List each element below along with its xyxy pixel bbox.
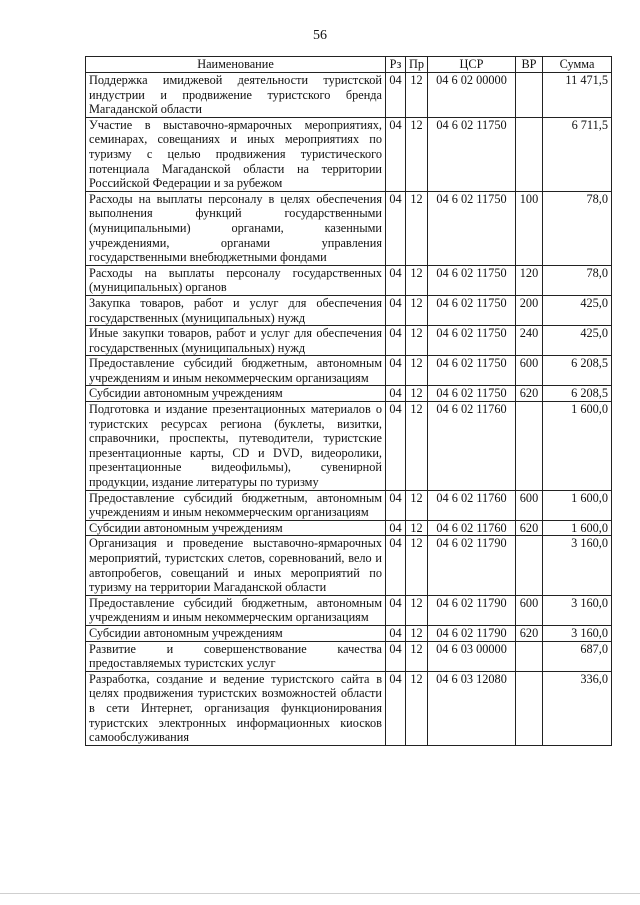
cell-vr: 620	[516, 386, 543, 402]
cell-name: Субсидии автономным учреждениям	[86, 625, 386, 641]
table-row	[86, 265, 612, 295]
cell-vr: 620	[516, 520, 543, 536]
cell-csr: 04 6 02 11750	[428, 356, 516, 386]
cell-vr	[516, 117, 543, 191]
table-row	[86, 402, 612, 491]
cell-sum: 336,0	[543, 671, 612, 745]
table-row	[86, 671, 612, 745]
cell-rz: 04	[386, 520, 406, 536]
cell-pr: 12	[406, 671, 428, 745]
cell-sum: 3 160,0	[543, 625, 612, 641]
cell-csr: 04 6 03 12080	[428, 671, 516, 745]
cell-sum: 1 600,0	[543, 520, 612, 536]
cell-name: Предоставление субсидий бюджетным, автономным учреждениям и иным некоммерческим организациям	[86, 595, 386, 625]
cell-name: Подготовка и издание презентационных материалов о туристских ресурсах региона (буклеты, визитки, справочники, проспекты, путеводители, туристские презентационные карты, CD и DVD, видеоролики, презентационные видеофильмы), сувенирной продукции, издание литературы по туризму	[86, 402, 386, 491]
cell-sum: 6 208,5	[543, 386, 612, 402]
cell-vr: 200	[516, 295, 543, 325]
cell-rz: 04	[386, 117, 406, 191]
cell-rz: 04	[386, 671, 406, 745]
cell-csr: 04 6 02 11760	[428, 520, 516, 536]
cell-pr: 12	[406, 386, 428, 402]
cell-csr: 04 6 02 11760	[428, 402, 516, 491]
cell-rz: 04	[386, 73, 406, 118]
cell-rz: 04	[386, 625, 406, 641]
cell-vr	[516, 671, 543, 745]
budget-table	[85, 56, 612, 746]
table-row	[86, 536, 612, 595]
table-row	[86, 117, 612, 191]
cell-vr	[516, 402, 543, 491]
table-row	[86, 386, 612, 402]
table-row	[86, 595, 612, 625]
cell-vr	[516, 73, 543, 118]
cell-sum: 1 600,0	[543, 490, 612, 520]
cell-sum: 78,0	[543, 265, 612, 295]
cell-sum: 425,0	[543, 326, 612, 356]
cell-vr: 600	[516, 490, 543, 520]
page-number: 56	[313, 28, 327, 43]
cell-name: Участие в выставочно-ярмарочных мероприятиях, семинарах, совещаниях и иных мероприятиях по туризму с целью продвижения туристического потенциала Магаданской области на территории Российской Федерации и за рубежом	[86, 117, 386, 191]
table-row	[86, 356, 612, 386]
cell-pr: 12	[406, 265, 428, 295]
header-sum: Сумма	[543, 57, 612, 73]
header-pr: Пр	[406, 57, 428, 73]
cell-sum: 3 160,0	[543, 536, 612, 595]
cell-rz: 04	[386, 595, 406, 625]
cell-sum: 1 600,0	[543, 402, 612, 491]
cell-name: Иные закупки товаров, работ и услуг для обеспечения государственных (муниципальных) нужд	[86, 326, 386, 356]
cell-pr: 12	[406, 326, 428, 356]
cell-rz: 04	[386, 386, 406, 402]
cell-pr: 12	[406, 117, 428, 191]
cell-csr: 04 6 02 11750	[428, 326, 516, 356]
cell-vr: 600	[516, 356, 543, 386]
table-row	[86, 295, 612, 325]
cell-pr: 12	[406, 625, 428, 641]
cell-name: Разработка, создание и ведение туристского сайта в целях продвижения туристских возможностей области в сети Интернет, организация функционирования туристских электронных информационных киосков самообслуживания	[86, 671, 386, 745]
cell-rz: 04	[386, 641, 406, 671]
cell-csr: 04 6 02 11750	[428, 117, 516, 191]
header-name: Наименование	[86, 57, 386, 73]
header-vr: ВР	[516, 57, 543, 73]
table-row	[86, 490, 612, 520]
table-row	[86, 73, 612, 118]
cell-pr: 12	[406, 73, 428, 118]
cell-vr: 120	[516, 265, 543, 295]
cell-pr: 12	[406, 356, 428, 386]
header-rz: Рз	[386, 57, 406, 73]
cell-csr: 04 6 02 11760	[428, 490, 516, 520]
cell-vr	[516, 536, 543, 595]
cell-csr: 04 6 02 11790	[428, 595, 516, 625]
cell-csr: 04 6 03 00000	[428, 641, 516, 671]
cell-sum: 78,0	[543, 191, 612, 265]
cell-sum: 425,0	[543, 295, 612, 325]
cell-name: Расходы на выплаты персоналу в целях обеспечения выполнения функций государственными (муниципальными) органами, казенными учреждениями, органами управления государственными внебюджетными фондами	[86, 191, 386, 265]
cell-name: Поддержка имиджевой деятельности туристской индустрии и продвижение туристского бренда Магаданской области	[86, 73, 386, 118]
cell-csr: 04 6 02 11750	[428, 265, 516, 295]
cell-vr	[516, 641, 543, 671]
cell-csr: 04 6 02 11790	[428, 625, 516, 641]
cell-name: Предоставление субсидий бюджетным, автономным учреждениям и иным некоммерческим организациям	[86, 490, 386, 520]
cell-pr: 12	[406, 295, 428, 325]
cell-rz: 04	[386, 295, 406, 325]
cell-name: Закупка товаров, работ и услуг для обеспечения государственных (муниципальных) нужд	[86, 295, 386, 325]
cell-name: Организация и проведение выставочно-ярмарочных мероприятий, туристских слетов, соревнований, вело и автопробегов, совещаний и иных мероприятий по туризму на территории Магаданской области	[86, 536, 386, 595]
cell-vr: 240	[516, 326, 543, 356]
table-row	[86, 641, 612, 671]
cell-csr: 04 6 02 00000	[428, 73, 516, 118]
cell-csr: 04 6 02 11750	[428, 191, 516, 265]
cell-pr: 12	[406, 536, 428, 595]
table-row	[86, 191, 612, 265]
cell-name: Субсидии автономным учреждениям	[86, 386, 386, 402]
cell-name: Развитие и совершенствование качества предоставляемых туристских услуг	[86, 641, 386, 671]
cell-pr: 12	[406, 641, 428, 671]
header-csr: ЦСР	[428, 57, 516, 73]
cell-pr: 12	[406, 595, 428, 625]
cell-sum: 6 208,5	[543, 356, 612, 386]
cell-csr: 04 6 02 11750	[428, 295, 516, 325]
cell-name: Расходы на выплаты персоналу государственных (муниципальных) органов	[86, 265, 386, 295]
cell-name: Субсидии автономным учреждениям	[86, 520, 386, 536]
cell-rz: 04	[386, 265, 406, 295]
cell-vr: 600	[516, 595, 543, 625]
table-row	[86, 520, 612, 536]
cell-vr: 620	[516, 625, 543, 641]
cell-sum: 3 160,0	[543, 595, 612, 625]
table-row	[86, 625, 612, 641]
cell-pr: 12	[406, 490, 428, 520]
cell-vr: 100	[516, 191, 543, 265]
cell-pr: 12	[406, 402, 428, 491]
cell-rz: 04	[386, 326, 406, 356]
page-bottom-edge	[0, 893, 640, 894]
cell-rz: 04	[386, 356, 406, 386]
cell-pr: 12	[406, 191, 428, 265]
cell-rz: 04	[386, 191, 406, 265]
cell-rz: 04	[386, 490, 406, 520]
cell-csr: 04 6 02 11790	[428, 536, 516, 595]
table-header-row	[86, 57, 612, 73]
cell-rz: 04	[386, 402, 406, 491]
cell-sum: 687,0	[543, 641, 612, 671]
cell-name: Предоставление субсидий бюджетным, автономным учреждениям и иным некоммерческим организациям	[86, 356, 386, 386]
cell-sum: 6 711,5	[543, 117, 612, 191]
table-row	[86, 326, 612, 356]
cell-pr: 12	[406, 520, 428, 536]
cell-csr: 04 6 02 11750	[428, 386, 516, 402]
cell-sum: 11 471,5	[543, 73, 612, 118]
cell-rz: 04	[386, 536, 406, 595]
